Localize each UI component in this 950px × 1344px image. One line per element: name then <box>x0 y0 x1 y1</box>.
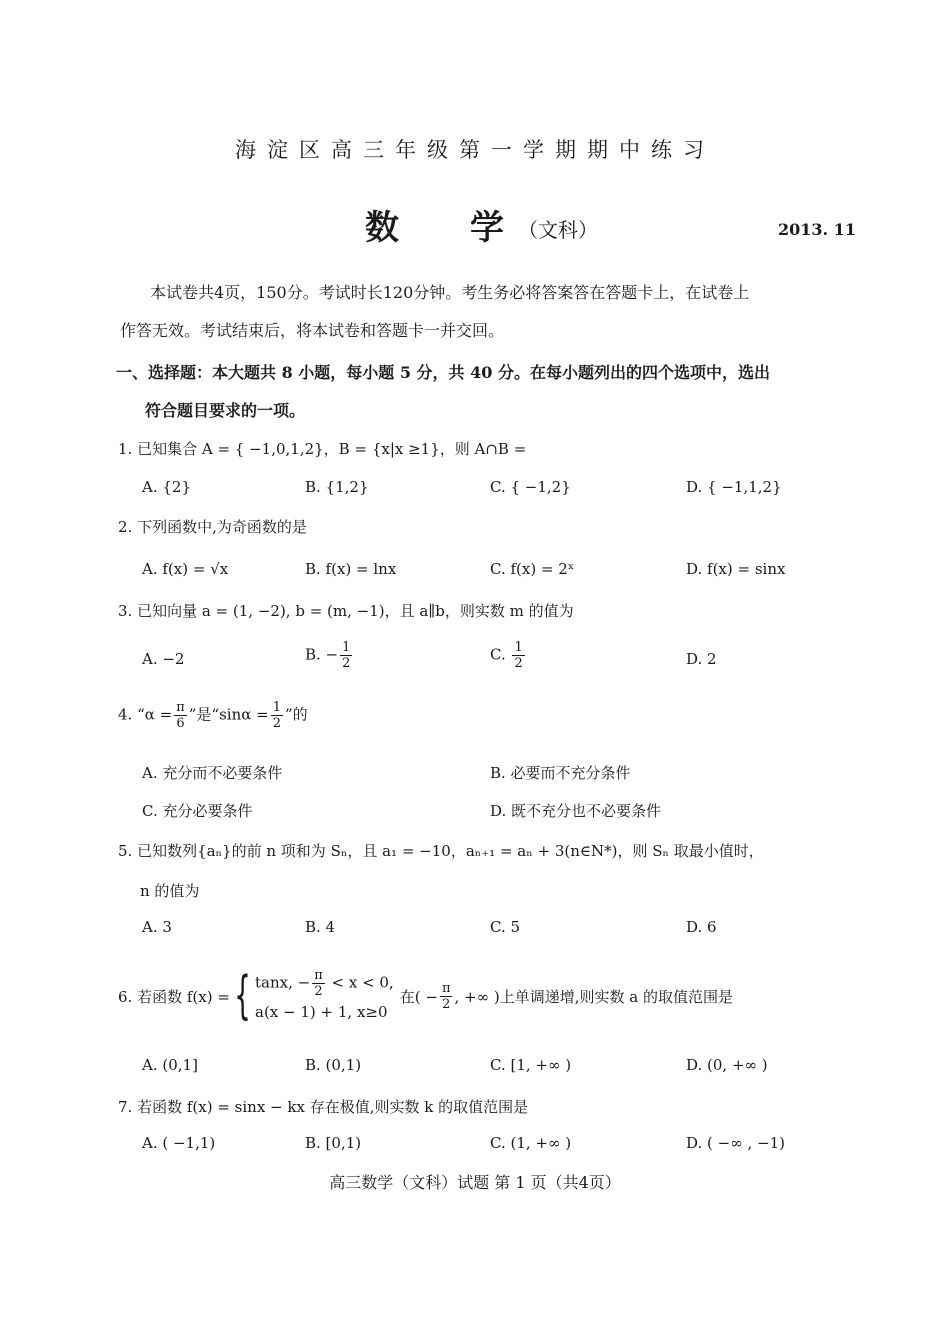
case-1-fraction <box>312 968 325 999</box>
fraction-denominator: 2 <box>272 716 282 731</box>
question-7-option-c: C. (1, +∞ ) <box>490 1134 572 1152</box>
question-7-option-b: B. [0,1) <box>305 1134 362 1152</box>
fraction-denominator: 2 <box>314 983 323 999</box>
question-5-option-c: C. 5 <box>490 918 521 936</box>
question-6-option-c: C. [1, +∞ ) <box>490 1056 572 1074</box>
question-5-stem-line-2: n 的值为 <box>140 882 200 900</box>
case-1-suffix: < x < 0, <box>326 973 394 991</box>
fraction-denominator: 2 <box>442 996 451 1012</box>
question-6-stem-middle: 在( − <box>399 987 438 1006</box>
subject-title-part2: 学 <box>470 208 504 248</box>
question-4-option-a: A. 充分而不必要条件 <box>142 764 283 782</box>
subject-title-part1: 数 <box>365 208 399 248</box>
piecewise-brace: { <box>234 966 251 1026</box>
question-3-option-c-fraction <box>512 640 524 671</box>
question-3-option-b <box>305 640 354 671</box>
question-6-interval-fraction <box>440 981 453 1012</box>
fraction-numerator: 1 <box>342 640 351 655</box>
question-6-option-d: D. (0, +∞ ) <box>686 1056 768 1074</box>
question-4-fraction-one-half <box>271 700 283 731</box>
question-1-stem: 1. 已知集合 A = { −1,0,1,2}，B = {x|x ≥1}，则 A∩B = <box>118 440 527 458</box>
question-3-option-b-prefix: B. − <box>305 645 339 664</box>
page-footer: 高三数学（文科）试题 第 1 页（共4页） <box>329 1173 621 1192</box>
exam-title: 海淀区高三年级第一学期期中练习 <box>235 138 715 162</box>
question-2-option-d: D. f(x) = sinx <box>686 560 786 578</box>
question-3-option-a: A. −2 <box>142 650 185 668</box>
question-4-stem-suffix: ”的 <box>285 705 308 724</box>
question-2-option-b: B. f(x) = lnx <box>305 560 397 578</box>
question-6-option-b: B. (0,1) <box>305 1056 362 1074</box>
section-heading-line-2: 符合题目要求的一项。 <box>145 401 306 420</box>
fraction-numerator: 1 <box>272 700 282 715</box>
question-4-option-c: C. 充分必要条件 <box>142 802 253 820</box>
question-1-option-b: B. {1,2} <box>305 478 369 496</box>
intro-line-1: 本试卷共4页，150分。考试时长120分钟。考生务必将答案答在答题卡上，在试卷上 <box>150 283 750 302</box>
question-6-stem <box>118 958 733 1034</box>
fraction-numerator: π <box>314 967 323 983</box>
question-6-case-2: a(x − 1) + 1, x≥0 <box>255 1002 388 1021</box>
fraction-denominator: 2 <box>342 656 351 671</box>
question-3-option-c <box>490 640 527 671</box>
fraction-numerator: 1 <box>514 640 523 655</box>
fraction-numerator: π <box>176 700 185 715</box>
question-4-fraction-pi-over-6 <box>174 700 187 731</box>
question-6-option-a: A. (0,1] <box>142 1056 198 1074</box>
question-5-option-d: D. 6 <box>686 918 717 936</box>
question-4-stem <box>118 700 308 731</box>
subject-subtitle: （文科） <box>518 218 598 242</box>
subject-row <box>0 200 950 250</box>
case-1-prefix: tanx, − <box>255 973 311 991</box>
question-4-option-b: B. 必要而不充分条件 <box>490 764 631 782</box>
question-3-stem: 3. 已知向量 a = (1, −2), b = (m, −1)，且 a∥b，则实数 m 的值为 <box>118 602 574 620</box>
question-3-option-b-fraction <box>340 640 352 671</box>
question-7-option-a: A. ( −1,1) <box>142 1134 216 1152</box>
question-4-stem-middle: ”是“sinα = <box>188 705 269 724</box>
question-4-option-d: D. 既不充分也不必要条件 <box>490 802 662 820</box>
fraction-numerator: π <box>441 980 451 996</box>
question-1-option-c: C. { −1,2} <box>490 478 571 496</box>
question-2-option-c: C. f(x) = 2ˣ <box>490 560 575 578</box>
question-5-stem-line-1: 5. 已知数列{aₙ}的前 n 项和为 Sₙ，且 a₁ = −10，aₙ₊₁ = aₙ + 3(n∈N*)，则 Sₙ 取最小值时， <box>118 842 764 860</box>
exam-date: 2013. 11 <box>778 220 856 239</box>
question-2-option-a: A. f(x) = √x <box>142 560 229 578</box>
question-4-stem-prefix: 4. “α = <box>118 705 173 724</box>
question-7-option-d: D. ( −∞ , −1) <box>686 1134 785 1152</box>
question-3-option-d: D. 2 <box>686 650 717 668</box>
section-heading-line-1: 一、选择题：本大题共 8 小题，每小题 5 分，共 40 分。在每小题列出的四个选项中，选出 <box>116 363 770 382</box>
intro-line-2: 作答无效。考试结束后，将本试卷和答题卡一并交回。 <box>120 321 505 340</box>
question-6-piecewise <box>255 968 394 1025</box>
question-6-case-1 <box>255 968 394 999</box>
question-3-option-c-prefix: C. <box>490 645 511 664</box>
question-1-option-d: D. { −1,1,2} <box>686 478 782 496</box>
fraction-denominator: 6 <box>176 716 185 731</box>
question-2-stem: 2. 下列函数中,为奇函数的是 <box>118 518 307 536</box>
fraction-denominator: 2 <box>514 656 523 671</box>
question-5-option-b: B. 4 <box>305 918 336 936</box>
question-7-stem: 7. 若函数 f(x) = sinx − kx 存在极值,则实数 k 的取值范围是 <box>118 1098 529 1116</box>
question-5-option-a: A. 3 <box>142 918 172 936</box>
question-1-option-a: A. {2} <box>142 478 191 496</box>
question-6-stem-prefix: 6. 若函数 f(x) = <box>118 987 230 1006</box>
question-6-stem-suffix: , +∞ )上单调递增,则实数 a 的取值范围是 <box>454 987 733 1006</box>
